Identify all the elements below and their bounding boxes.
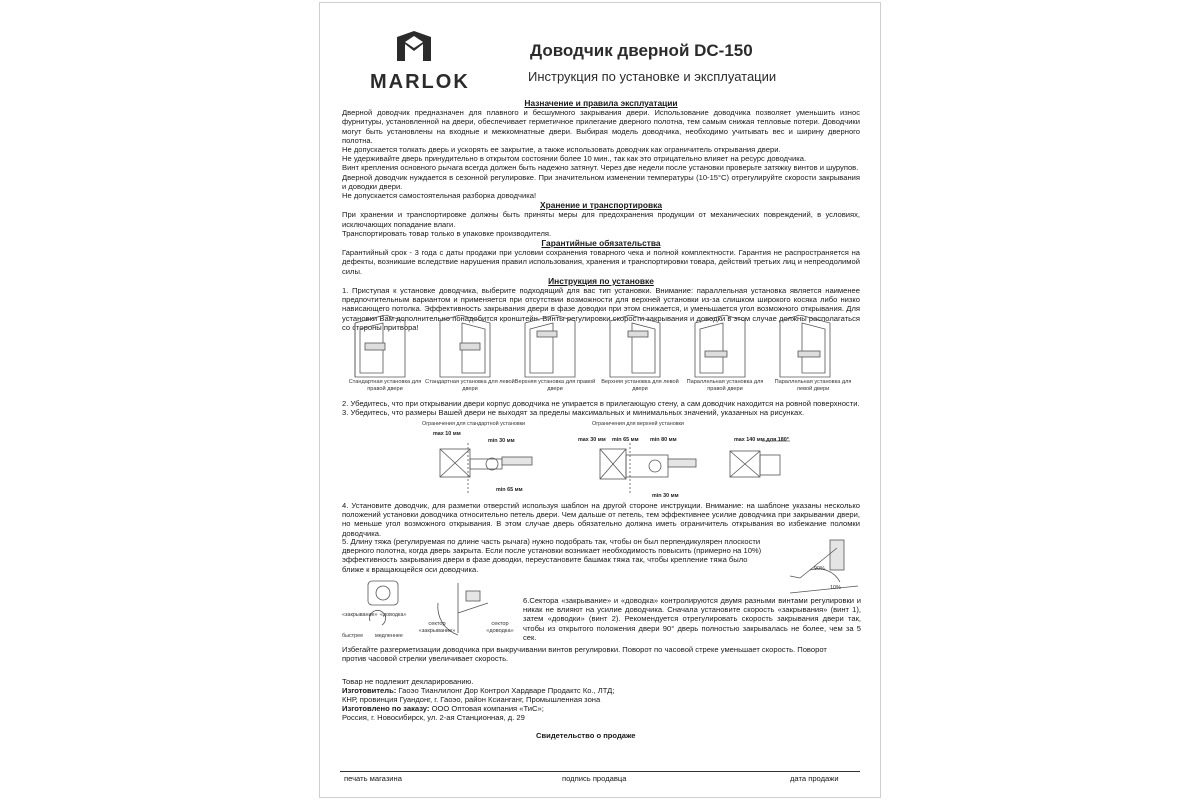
- limit-label: min 80 мм: [650, 437, 677, 443]
- instruction-sheet: [319, 2, 881, 798]
- manufacturer-address: КНР, провинция Гуандонг, г. Гаоэо, район Ксианганг, Промышленная зона: [342, 695, 601, 704]
- angle-label: 90%: [814, 566, 825, 572]
- storage-heading: Хранение и транспортировка: [540, 200, 662, 211]
- install-step-3: 3. Убедитесь, что размеры Вашей двери не выходят за пределы максимальных и минимальных значений, указанных на рисунках.: [342, 408, 805, 417]
- limit-label: max 30 мм: [578, 437, 606, 443]
- seller-signature-label: подпись продавца: [562, 774, 627, 783]
- storage-paragraph: Транспортировать товар только в упаковке производителя.: [342, 228, 552, 238]
- manufacturer-label: Изготовитель:: [342, 686, 397, 695]
- purpose-paragraph: Не удерживайте дверь принудительно в открытом состоянии более 10 мин., так как это отрицательно влияет на ресурс доводчика.: [342, 154, 807, 164]
- limits-top-title: Ограничения для верхней установки: [592, 421, 684, 427]
- adjust-label: медленнее: [375, 633, 403, 639]
- angle-label: 10%: [830, 585, 841, 591]
- document-subtitle: Инструкция по установке и эксплуатации: [528, 69, 777, 84]
- install-step-6: 6.Сектора «закрывание» и «доводка» контролируются двумя разными винтами регулировки и никак не влияют на усилие доводчика. Сначала установите скорость «закрывания» (винт 1), затем «доводки» (винт 2). Рекомендуется отрегулировать скорость закрывания двери так, чтобы из открытого положения двери 90° дверь полностью закрывалась не более, чем за 5 сек.: [523, 596, 861, 642]
- install-type-caption: Параллельная установка для правой двери: [686, 379, 764, 392]
- sector-label: сектор «доводка»: [486, 621, 514, 634]
- install-step-1: 1. Приступая к установке доводчика, выберите подходящий для вас тип установки. Внимание: параллельная установка является наименее предпочтительным вариантом и применяется при отсутствии возможности для верхней установки из-за слишком широкого косяка либо низко нависающего потолка. Эффективность закрывания двери в фазе доводки при этом снижается, и уменьшается угол возможного открывания. Для установки Вам дополнительно понадобится кронштейн. Винты регулировки скорости закрывания и доводки в этом случае должны располагаться со стороны притвора!: [342, 286, 860, 332]
- screw-note: Избегайте разгерметизации доводчика при выкручивании винтов регулировки. Поворот по часовой стреке уменьшает скорость. Поворот против часовой стрелки увеличивает скорость.: [342, 645, 827, 664]
- main-content: [342, 98, 860, 332]
- no-declaration: Товар не подлежит декларированию.: [342, 677, 474, 686]
- limit-label: min 65 мм: [496, 487, 523, 493]
- ordered-name: ООО Оптовая компания «ТиС»;: [431, 704, 544, 713]
- storage-paragraph: При хранении и транспортировке должны быть приняты меры для предохранения продукции от механических повреждений, в условиях, исключающих попадание влаги.: [342, 210, 860, 229]
- ordered-label: Изготовлено по заказу:: [342, 704, 430, 713]
- install-type-caption: Верхняя установка для правой двери: [514, 379, 596, 392]
- purpose-paragraph: Не допускается толкать дверь и ускорять ее закрытие, а также использовать доводчик как ограничитель открывания двери.: [342, 145, 781, 155]
- adjust-label: «закрывание»: [342, 612, 378, 618]
- purpose-paragraph: Дверной доводчик нуждается в сезонной регулировке. При значительном изменении температуры (10-15°С) отрегулируйте скорости закрывания и доводки двери.: [342, 172, 860, 191]
- brand-logo: [350, 31, 470, 93]
- limits-standard-title: Ограничения для стандартной установки: [422, 421, 526, 427]
- document-title: Доводчик дверной DC-150: [530, 41, 753, 60]
- limit-label: max 140 мм для 180°: [734, 437, 789, 443]
- install-type-caption: Параллельная установка для левой двери: [774, 379, 852, 392]
- sector-label: сектор «закрывание»: [418, 621, 456, 634]
- purpose-heading: Назначение и правила эксплуатации: [524, 98, 678, 108]
- adjust-label: «доводка»: [380, 612, 407, 618]
- install-type-caption: Верхняя установка для левой двери: [601, 379, 679, 392]
- install-type-caption: Стандартная установка для левой двери: [425, 379, 515, 392]
- install-step-2: 2. Убедитесь, что при открывании двери корпус доводчика не упирается в прилегающую стену, а сам доводчик находится на ровной поверхности.: [342, 399, 860, 408]
- warranty-heading: Гарантийные обязательства: [541, 238, 661, 249]
- limit-label: min 30 мм: [652, 493, 679, 499]
- adjust-label: быстрее: [342, 633, 364, 639]
- limit-label: min 30 мм: [488, 438, 515, 444]
- sale-date-label: дата продажи: [790, 774, 839, 783]
- install-heading: Инструкция по установке: [548, 275, 654, 286]
- limit-label: max 10 мм: [433, 431, 461, 437]
- purpose-paragraph: Дверной доводчик предназначен для плавного и бесшумного закрывания двери. Использование доводчика позволяет уменьшить износ фурнитуры, установленной на двери, обеспечивает герметичное прилегание дверного полотна, тем самым снижая тепловые потери. Доводчики могут быть установлены на входные и межкомнатные двери. Выбирая модель доводчика, необходимо учитывать вес и ширину дверного полотна.: [342, 108, 860, 145]
- manufacturer-name: Гаоэо Тианлилонг Дор Контрол Хардваре Продактс Ко., ЛТД;: [398, 686, 615, 695]
- signature-line: [340, 771, 860, 772]
- purpose-paragraph: Винт крепления основного рычага всегда должен быть надежно затянут. Через две недели после установки проверьте затяжку винтов и шурупов.: [342, 163, 859, 173]
- purpose-paragraph: Не допускается самостоятельная разборка доводчика!: [342, 191, 537, 201]
- ordered-address: Россия, г. Новосибирск, ул. 2-ая Станционная, д. 29: [342, 713, 525, 722]
- stamp-label: печать магазина: [344, 774, 402, 783]
- install-step-5: 5. Длину тяжа (регулируемая по длине часть рычага) нужно подобрать так, чтобы он был перпендикулярен плоскости дверного полотна, когда дверь закрыта. Если после установки возникает необходимость повысить (примерно на 10%) эффективность закрывания двери в фазе доводки, переустановите башмак тяжа так, чтобы крепление тяжа было ближе к вращающейся оси доводчика.: [342, 537, 762, 574]
- install-type-caption: Стандартная установка для правой двери: [348, 379, 422, 392]
- limit-label: min 65 мм: [612, 437, 639, 443]
- install-step-4: 4. Установите доводчик, для разметки отверстий используя шаблон на другой стороне инструкции. Внимание: на шаблоне указаны несколько положений установки доводчика относительно петель двери. Чем дальше от петель, тем эффективнее усилие доводчика при закрывании двери, но меньше угол возможного открывания. В этом случае дверь обязательно должна иметь ограничитель открывания во избежание поломки доводчика.: [342, 501, 860, 538]
- manufacturer-line: [342, 686, 862, 695]
- install-diagrams-icon: [340, 315, 860, 385]
- marlok-logo-icon: [397, 31, 431, 61]
- brand-name: MARLOK: [370, 71, 470, 93]
- warranty-paragraph: Гарантийный срок - 3 года с даты продажи при условии сохранения товарного чека и полной комплектности. Гарантия не распространяется на дефекты, возникшие вследствие нарушения правил использования, хранения и транспортировки товара, действий третьих лиц и непреодолимой силы.: [342, 248, 860, 276]
- sale-certificate-heading: Свидетельство о продаже: [536, 731, 636, 740]
- ordered-line: [342, 704, 862, 713]
